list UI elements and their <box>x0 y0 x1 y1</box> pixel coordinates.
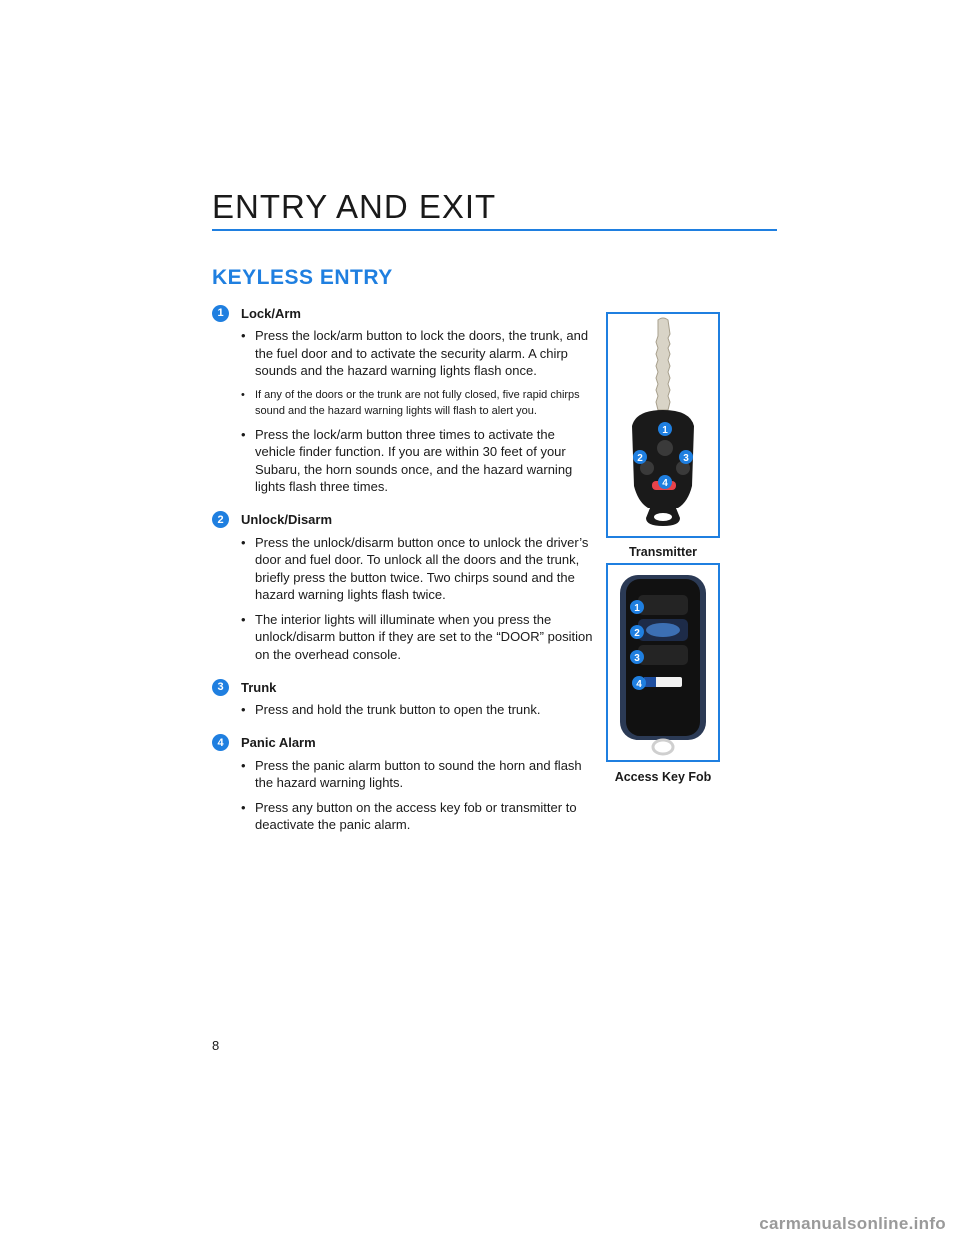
callout-1 <box>658 422 672 436</box>
callout-number: 2 <box>212 511 229 528</box>
lock-button-icon <box>638 595 688 615</box>
transmitter-caption: Transmitter <box>628 545 698 559</box>
access-key-fob-illustration <box>608 565 718 760</box>
svg-text:1: 1 <box>662 425 668 436</box>
callout-number: 1 <box>212 305 229 322</box>
item-label: Lock/Arm <box>241 305 301 321</box>
access-key-fob-caption: Access Key Fob <box>614 770 712 784</box>
transmitter-illustration <box>608 314 718 536</box>
callout-1 <box>630 600 644 614</box>
svg-text:3: 3 <box>683 453 689 464</box>
access-key-fob-figure <box>606 563 720 762</box>
bullet-text: • Press the lock/arm button to lock the doors, the trunk, and the fuel door and to activate the security alarm. A chirp sounds and the hazard warning lights flash once. <box>241 327 597 380</box>
callout-number: 4 <box>212 734 229 751</box>
bullet-text: • The interior lights will illuminate when you press the unlock/disarm button if they are set to the “DOOR” position on the overhead console. <box>241 611 597 664</box>
item-label: Panic Alarm <box>241 735 316 750</box>
callout-number: 3 <box>212 679 229 696</box>
callout-2 <box>633 450 647 464</box>
svg-text:2: 2 <box>637 453 643 464</box>
item-label: Unlock/Disarm <box>241 512 333 527</box>
callout-3 <box>679 450 693 464</box>
callout-2 <box>630 625 644 639</box>
instructions-list <box>212 303 597 848</box>
callout-4 <box>658 475 672 489</box>
section-title: ENTRY AND EXIT <box>212 188 497 225</box>
item-label: Trunk <box>241 679 277 695</box>
watermark: carmanualsonline.info <box>759 1214 946 1233</box>
section-divider <box>212 229 777 231</box>
callout-3 <box>630 650 644 664</box>
bullet-text: • Press any button on the access key fob or transmitter to deactivate the panic alarm. <box>241 799 597 834</box>
instruction-item-lock-arm <box>212 303 597 496</box>
instruction-item-unlock-disarm <box>212 510 597 664</box>
lock-button-icon <box>657 440 673 456</box>
bullet-text-note: • If any of the doors or the trunk are not fully closed, five rapid chirps sound and the hazard warning lights will flash to alert you. <box>241 387 597 419</box>
bullet-text: • Press the panic alarm button to sound the horn and flash the hazard warning lights. <box>241 757 597 792</box>
bullet-text: • Press the unlock/disarm button once to unlock the driver’s door and fuel door. To unlock all the doors and the trunk, briefly press the button twice. Two chirps sound and the hazard warning lights flash twice. <box>241 534 597 604</box>
page-number: 8 <box>212 1038 220 1053</box>
callout-4 <box>632 676 646 690</box>
bullet-text: • Press the lock/arm button three times to activate the vehicle finder function. If you are within 30 feet of your Subaru, the horn sounds once, and the hazard warning lights flash three times. <box>241 426 597 496</box>
transmitter-figure <box>606 312 720 538</box>
svg-text:4: 4 <box>662 478 668 489</box>
instruction-item-panic-alarm <box>212 733 597 834</box>
instruction-item-trunk <box>212 677 597 719</box>
svg-text:4: 4 <box>636 679 642 690</box>
page-title: KEYLESS ENTRY <box>212 266 393 289</box>
svg-text:3: 3 <box>634 653 640 664</box>
svg-text:2: 2 <box>634 628 640 639</box>
svg-text:1: 1 <box>634 603 640 614</box>
bullet-text: • Press and hold the trunk button to open the trunk. <box>241 701 597 719</box>
trunk-button-icon <box>638 645 688 665</box>
